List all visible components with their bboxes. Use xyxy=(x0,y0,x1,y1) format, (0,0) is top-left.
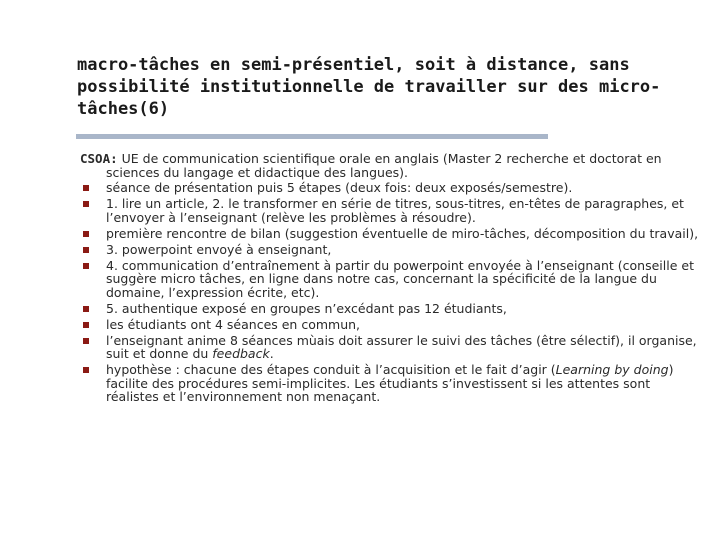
bullet-text: 1. lire un article, 2. le transformer en série de titres, sous-titres, en-têtes de paragraphes, et l’envoyer à l’enseignant (relève les problèmes à résoudre). xyxy=(106,196,684,225)
intro-paragraph xyxy=(80,152,702,179)
square-bullet-icon xyxy=(83,367,89,373)
square-bullet-icon xyxy=(83,185,89,191)
bullet-item xyxy=(80,181,702,195)
slide-body xyxy=(80,152,702,406)
bullet-item xyxy=(80,243,702,257)
intro-lead: CSOA: xyxy=(80,151,118,166)
bullet-list xyxy=(80,181,702,404)
square-bullet-icon xyxy=(83,231,89,237)
bullet-item xyxy=(80,227,702,241)
bullet-text: ) facilite des procédures semi-implicites. Les étudiants s’investissent si les attentes sont réalistes et l’environnement non menaçant. xyxy=(106,362,674,404)
bullet-text: 4. communication d’entraînement à partir du powerpoint envoyée à l’enseignant (conseille et suggère micro tâches, en ligne dans notre cas, concernant la spécificité de la langue du domaine, l’expression écrite, etc). xyxy=(106,257,694,300)
bullet-text: 5. authentique exposé en groupes n’excédant pas 12 étudiants, xyxy=(106,300,507,316)
bullet-item xyxy=(80,197,702,224)
bullet-text: l’enseignant anime 8 séances mùais doit assurer le suivi des tâches (être sélectif), il organise, suit et donne du xyxy=(106,332,697,361)
bullet-text: . xyxy=(269,346,274,361)
bullet-text: hypothèse : chacune des étapes conduit à l’acquisition et le fait d’agir ( xyxy=(106,362,556,377)
square-bullet-icon xyxy=(83,247,89,253)
square-bullet-icon xyxy=(83,322,89,328)
bullet-item xyxy=(80,259,702,300)
bullet-item xyxy=(80,334,702,361)
bullet-item xyxy=(80,363,702,404)
square-bullet-icon xyxy=(83,306,89,312)
bullet-item xyxy=(80,318,702,332)
bullet-text: les étudiants ont 4 séances en commun, xyxy=(106,316,361,332)
bullet-text: séance de présentation puis 5 étapes (deux fois: deux exposés/semestre). xyxy=(106,180,573,195)
square-bullet-icon xyxy=(83,201,89,207)
square-bullet-icon xyxy=(83,263,89,269)
bullet-text: première rencontre de bilan (suggestion éventuelle de miro-tâches, décomposition du travail), xyxy=(106,225,699,241)
bullet-text: 3. powerpoint envoyé à enseignant, xyxy=(106,241,332,257)
square-bullet-icon xyxy=(83,338,89,344)
bullet-text-italic: feedback xyxy=(212,346,270,361)
bullet-item xyxy=(80,302,702,316)
slide-title: macro-tâches en semi-présentiel, soit à distance, sans possibilité institutionnelle de travailler sur des micro-tâches(6) xyxy=(77,55,661,119)
title-underline xyxy=(76,134,548,139)
intro-text: UE de communication scientifique orale en anglais (Master 2 recherche et doctorat en sciences du langage et didactique des langues). xyxy=(106,151,662,180)
bullet-text-italic: Learning by doing xyxy=(555,362,669,377)
